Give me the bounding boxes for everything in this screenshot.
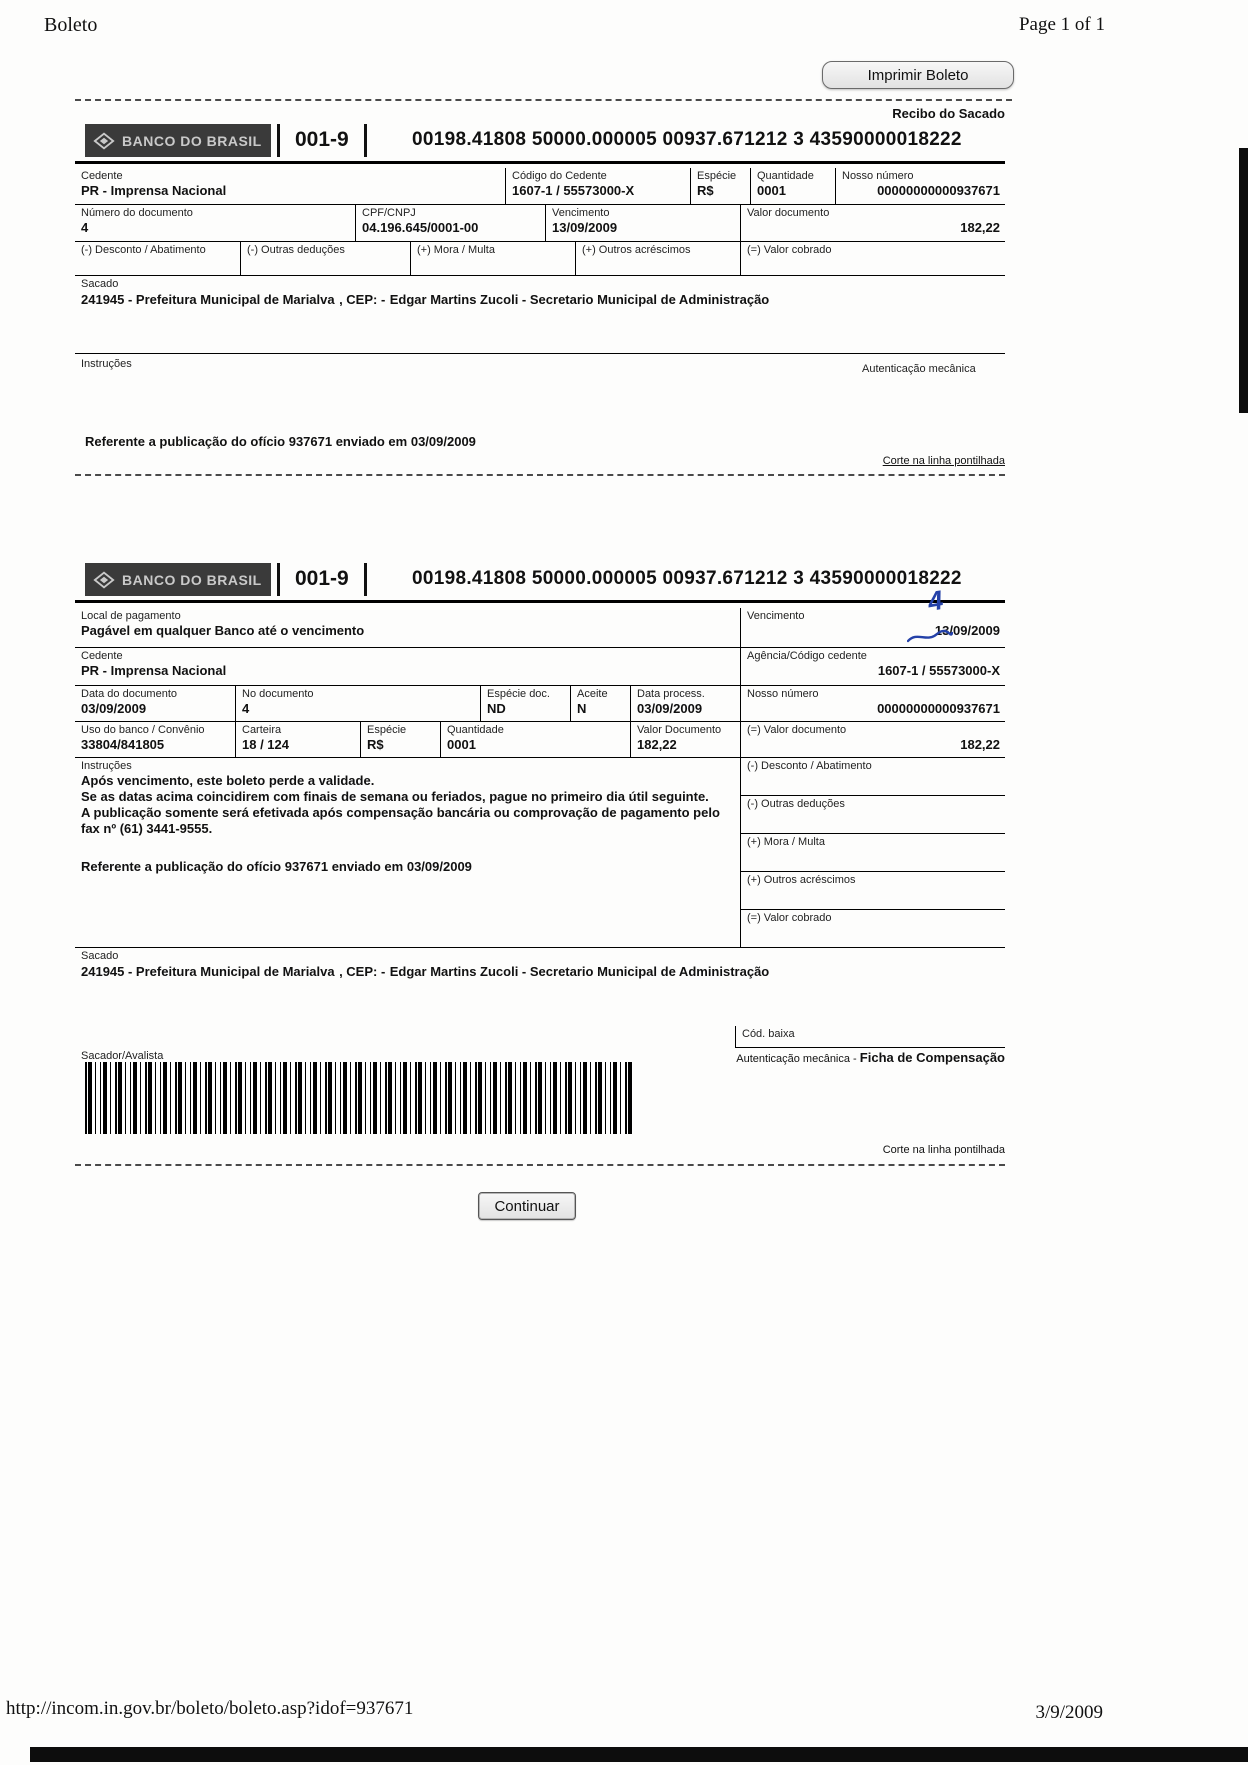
recibo-mora-multa-cell [410,242,575,276]
ficha-outras-deducoes-label: (-) Outras deduções [747,798,845,810]
ficha-sacado-block [75,948,1005,982]
ficha-no-documento-label: No documento [242,688,314,700]
bank-name: BANCO DO BRASIL [122,132,262,149]
ficha-outros-acrescimos-label: (+) Outros acréscimos [747,874,856,886]
handwritten-scribble-icon [907,629,953,645]
footer-url: http://incom.in.gov.br/boleto/boleto.asp?idof=937671 [6,1698,414,1719]
ficha-valor-documento-cell [630,722,740,758]
ficha-sacado-label: Sacado [81,950,119,962]
scan-artifact-right [1239,148,1248,413]
banco-do-brasil-logo [85,124,271,157]
dashed-separator-recibo [75,474,1005,476]
ficha-especie-doc-label: Espécie doc. [487,688,550,700]
recibo-quantidade-label: Quantidade [757,170,814,182]
recibo-sacado-block [75,276,1005,354]
recibo-codigo-cedente-value: 1607-1 / 55573000-X [512,183,635,199]
recibo-sacado-title: Recibo do Sacado [892,106,1005,121]
ficha-outras-deducoes-cell [740,796,1005,834]
imprimir-boleto-label: Imprimir Boleto [867,66,969,84]
ficha-autenticacao-label: Autenticação mecânica - [736,1053,860,1065]
ficha-valor-documento-eq-label: (=) Valor documento [747,724,847,736]
ficha-local-pagamento-cell [75,608,740,648]
ficha-vencimento-cell [740,584,1005,648]
ficha-data-process-value: 03/09/2009 [637,701,703,717]
recibo-quantidade-cell [750,168,835,205]
ficha-outros-acrescimos-cell [740,872,1005,910]
ficha-data-process-label: Data process. [637,688,705,700]
recibo-desconto-label: (-) Desconto / Abatimento [81,244,206,256]
recibo-numero-documento-cell [75,205,355,242]
recibo-valor-documento-value: 182,22 [960,220,1000,236]
recibo-especie-cell [690,168,750,205]
ficha-cedente-label: Cedente [81,650,123,662]
recibo-referente-text: Referente a publicação do ofício 937671 enviado em 03/09/2009 [85,434,476,449]
ficha-instrucoes-block [75,758,740,948]
ficha-data-process-cell [630,686,740,722]
ficha-sacado-line3: Edgar Martins Zucoli - Secretario Municipal de Administração [389,964,770,980]
ficha-quantidade-label: Quantidade [447,724,504,736]
ficha-valor-documento-eq-value: 182,22 [960,737,1000,753]
recibo-instrucoes-label: Instruções [81,358,132,370]
ficha-carteira-label: Carteira [242,724,282,736]
recibo-vencimento-value: 13/09/2009 [552,220,618,236]
recibo-vencimento-cell [545,205,740,242]
ficha-nosso-numero-label: Nosso número [747,688,819,700]
recibo-cedente-value: PR - Imprensa Nacional [81,183,227,199]
recibo-valor-documento-cell [740,205,1005,242]
ficha-local-pagamento-label: Local de pagamento [81,610,181,622]
ficha-vencimento-value: 13/09/2009 [934,623,1000,639]
ficha-sacador-label: Sacador/Avalista [81,1050,164,1062]
ficha-no-documento-cell [235,686,480,722]
ficha-nosso-numero-cell [740,686,1005,722]
recibo-especie-label: Espécie [697,170,737,182]
ficha-aceite-label: Aceite [577,688,608,700]
ficha-instrucoes-line3: A publicação somente será efetivada após compensação bancária ou comprovação de pagamento pelo fax nº (61) 3441-9555. [81,805,720,837]
recibo-mora-multa-label: (+) Mora / Multa [417,244,495,256]
recibo-sacado-line2: , CEP: - [339,292,386,308]
recibo-desconto-cell [75,242,240,276]
header-rule-2 [75,600,1005,603]
ficha-especie-value: R$ [367,737,384,753]
bank-name-2: BANCO DO BRASIL [122,571,262,588]
ficha-quantidade-value: 0001 [447,737,476,753]
ficha-agencia-value: 1607-1 / 55573000-X [877,663,1000,679]
ficha-referente-text: Referente a publicação do ofício 937671 enviado em 03/09/2009 [81,859,472,875]
ficha-mora-multa-cell [740,834,1005,872]
ficha-desconto-cell [740,758,1005,796]
ficha-especie-label: Espécie [367,724,407,736]
recibo-especie-value: R$ [697,183,714,199]
ficha-sacado-line2: , CEP: - [339,964,386,980]
ficha-instrucoes-label: Instruções [81,760,132,772]
ficha-cedente-value: PR - Imprensa Nacional [81,663,227,679]
recibo-cpf-cnpj-value: 04.196.645/0001-00 [362,220,479,236]
recibo-outros-acrescimos-cell [575,242,740,276]
ficha-data-documento-label: Data do documento [81,688,178,700]
recibo-codigo-cedente-cell [505,168,690,205]
ficha-aceite-value: N [577,701,587,717]
ficha-corte-label: Corte na linha pontilhada [882,1144,1005,1156]
ficha-aceite-cell [570,686,630,722]
banco-do-brasil-logo-icon [93,130,115,152]
recibo-numero-documento-value: 4 [81,220,89,236]
ficha-especie-doc-cell [480,686,570,722]
recibo-corte-label: Corte na linha pontilhada [882,455,1005,467]
recibo-vencimento-label: Vencimento [552,207,610,219]
dashed-separator-top [75,99,1012,101]
continuar-label: Continuar [494,1197,560,1215]
handwritten-mark: 4 [925,584,946,618]
ficha-no-documento-value: 4 [242,701,250,717]
ficha-instrucoes-line1: Após vencimento, este boleto perde a validade. [81,773,375,789]
scan-artifact-bottom [30,1747,1248,1762]
dashed-separator-ficha [75,1164,1005,1166]
recibo-outras-deducoes-label: (-) Outras deduções [247,244,345,256]
ficha-compensacao-label: Ficha de Compensação [859,1050,1005,1065]
ficha-valor-documento-value: 182,22 [637,737,677,753]
ficha-uso-banco-value: 33804/841805 [81,737,165,753]
recibo-codigo-cedente-label: Código do Cedente [512,170,607,182]
footer-date: 3/9/2009 [1035,1702,1103,1723]
imprimir-boleto-button[interactable] [822,61,1014,89]
ficha-carteira-value: 18 / 124 [242,737,289,753]
bank-code: 001-9 [277,124,367,157]
page-number: Page 1 of 1 [1018,14,1105,35]
bank-code-2: 001-9 [277,563,367,596]
page-title: Boleto [44,14,98,36]
ficha-cedente-cell [75,648,740,686]
recibo-cpf-cnpj-label: CPF/CNPJ [362,207,416,219]
banco-do-brasil-logo-icon-2 [93,569,115,591]
recibo-sacado-line3: Edgar Martins Zucoli - Secretario Municipal de Administração [389,292,770,308]
recibo-cedente-label: Cedente [81,170,123,182]
ficha-valor-documento-eq-cell [740,722,1005,758]
ficha-especie-cell [360,722,440,758]
recibo-valor-documento-label: Valor documento [747,207,830,219]
digitable-line: 00198.41808 50000.000005 00937.671212 3 43590000018222 [412,129,962,150]
ficha-cod-baixa-cell [735,1026,1005,1048]
barcode [85,1062,633,1134]
ficha-autenticacao-line [736,1050,1005,1065]
ficha-agencia-label: Agência/Código cedente [747,650,867,662]
ficha-uso-banco-cell [75,722,235,758]
ficha-data-documento-value: 03/09/2009 [81,701,147,717]
recibo-outras-deducoes-cell [240,242,410,276]
banco-do-brasil-logo-2 [85,563,271,596]
recibo-cedente-cell [75,168,505,205]
recibo-sacado-line1: 241945 - Prefeitura Municipal de Marialva [81,292,335,308]
ficha-data-documento-cell [75,686,235,722]
header-rule [75,161,1005,164]
ficha-carteira-cell [235,722,360,758]
recibo-valor-cobrado-label: (=) Valor cobrado [747,244,832,256]
recibo-nosso-numero-value: 00000000000937671 [877,183,1000,199]
ficha-valor-documento-label: Valor Documento [637,724,722,736]
ficha-cod-baixa-label: Cód. baixa [742,1028,795,1040]
recibo-sacado-label: Sacado [81,278,119,290]
recibo-nosso-numero-label: Nosso número [842,170,914,182]
ficha-valor-cobrado-cell [740,910,1005,948]
continuar-button[interactable] [478,1192,576,1220]
ficha-uso-banco-label: Uso do banco / Convênio [81,724,205,736]
recibo-quantidade-value: 0001 [757,183,786,199]
ficha-sacado-line1: 241945 - Prefeitura Municipal de Marialva [81,964,335,980]
ficha-quantidade-cell [440,722,630,758]
recibo-cpf-cnpj-cell [355,205,545,242]
ficha-local-pagamento-value: Pagável em qualquer Banco até o vencimento [81,623,365,639]
ficha-desconto-label: (-) Desconto / Abatimento [747,760,872,772]
ficha-mora-multa-label: (+) Mora / Multa [747,836,825,848]
ficha-valor-cobrado-label: (=) Valor cobrado [747,912,832,924]
recibo-nosso-numero-cell [835,168,1005,205]
ficha-especie-doc-value: ND [487,701,506,717]
recibo-autenticacao-label: Autenticação mecânica [862,363,976,375]
ficha-agencia-cell [740,648,1005,686]
recibo-valor-cobrado-cell [740,242,1005,276]
ficha-nosso-numero-value: 00000000000937671 [877,701,1000,717]
ficha-vencimento-label: Vencimento [747,610,805,622]
recibo-outros-acrescimos-label: (+) Outros acréscimos [582,244,691,256]
digitable-line-2: 00198.41808 50000.000005 00937.671212 3 43590000018222 [412,568,962,589]
recibo-numero-documento-label: Número do documento [81,207,193,219]
ficha-instrucoes-line2: Se as datas acima coincidirem com finais de semana ou feriados, pague no primeiro dia útil seguinte. [81,789,709,805]
